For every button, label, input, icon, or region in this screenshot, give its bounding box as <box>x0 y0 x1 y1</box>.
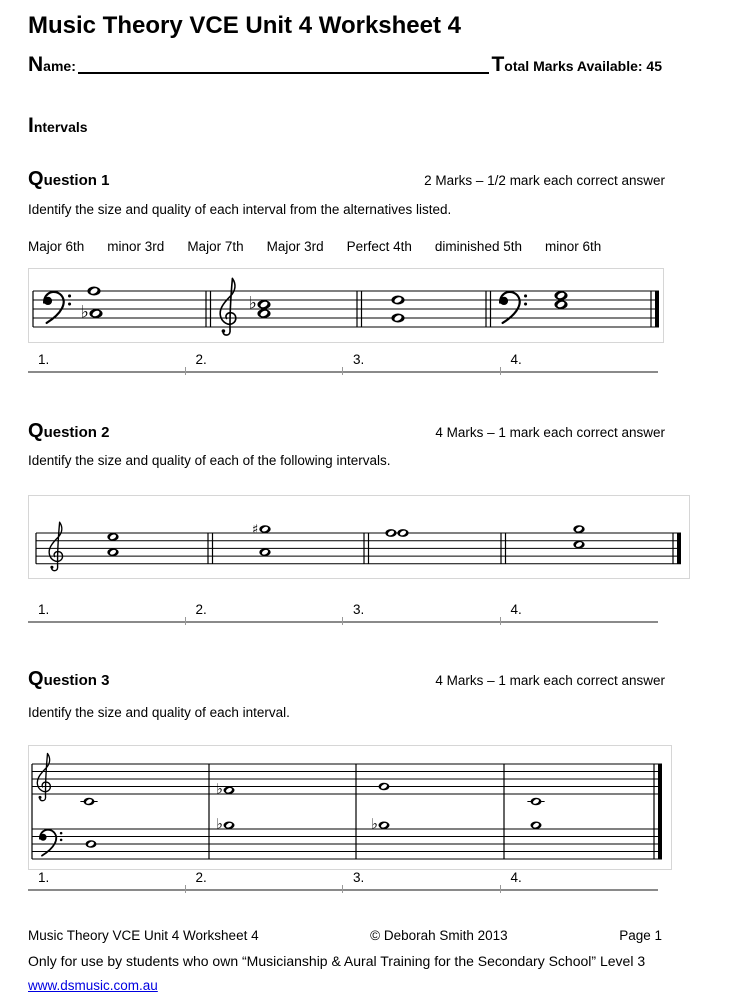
name-label: Name: <box>28 53 76 76</box>
final-barline <box>677 533 681 564</box>
footer-copyright: © Deborah Smith 2013 <box>370 928 508 943</box>
notation-panel-q1 <box>28 268 664 343</box>
barline <box>672 533 673 564</box>
question-3-header <box>28 668 665 691</box>
question-1-label: Question 1 <box>28 168 110 190</box>
section-heading <box>28 114 88 138</box>
bass-clef-dot <box>60 839 63 842</box>
question-2-header <box>28 420 665 443</box>
system-start-barline <box>35 533 36 564</box>
interval-option: diminished 5th <box>434 239 522 254</box>
name-row <box>28 53 662 77</box>
staff-notation-q2 <box>29 496 689 578</box>
barline <box>503 764 504 859</box>
page-title: Music Theory VCE Unit 4 Worksheet 4 <box>28 12 461 39</box>
notation-panel-q2 <box>28 495 690 579</box>
bass-clef-blob <box>44 297 52 305</box>
treble-clef-dot <box>222 329 226 333</box>
system-start-barline <box>32 291 33 327</box>
name-blank-line <box>78 58 490 74</box>
bass-clef-blob <box>40 834 47 841</box>
answer-blank: 1. <box>28 870 186 891</box>
bass-clef-blob <box>500 297 508 305</box>
flat-sign: ♭ <box>216 816 223 833</box>
barline <box>485 291 486 327</box>
answer-row-q1 <box>28 352 658 373</box>
flat-sign: ♭ <box>248 293 257 314</box>
interval-option: Major 3rd <box>266 239 324 254</box>
flat-sign: ♭ <box>80 302 89 323</box>
bass-clef-dot <box>68 303 71 306</box>
answer-blank: 4. <box>501 352 659 373</box>
section-heading-text: Intervals <box>28 114 88 137</box>
barline <box>208 764 209 859</box>
answer-blank: 4. <box>501 602 659 623</box>
question-3-label: Question 3 <box>28 668 110 690</box>
bass-clef-dot <box>524 294 527 297</box>
answer-blank: 3. <box>343 602 501 623</box>
question-2-marks: 4 Marks – 1 mark each correct answer <box>435 425 665 440</box>
footer-notice: Only for use by students who own “Musicianship & Aural Training for the Secondary School” Level 3 <box>28 953 646 969</box>
barline <box>361 291 362 327</box>
final-barline <box>655 291 659 327</box>
answer-blank: 3. <box>343 352 501 373</box>
interval-option: Perfect 4th <box>346 239 412 254</box>
treble-clef-dot <box>39 796 42 799</box>
answer-blank: 4. <box>501 870 659 891</box>
total-marks-label: Total Marks Available: 45 <box>491 53 662 76</box>
barline <box>505 533 506 564</box>
answer-blank: 2. <box>186 602 344 623</box>
answer-row-q2 <box>28 602 658 623</box>
footer-row <box>28 928 662 943</box>
footer-title: Music Theory VCE Unit 4 Worksheet 4 <box>28 928 259 943</box>
barline <box>650 291 651 327</box>
flat-sign: ♭ <box>371 816 378 833</box>
barline <box>368 533 369 564</box>
barline <box>500 533 501 564</box>
question-1-marks: 2 Marks – 1/2 mark each correct answer <box>424 173 665 188</box>
question-1-header <box>28 168 665 191</box>
interval-option: minor 3rd <box>107 239 165 254</box>
final-barline <box>658 764 662 859</box>
website-link[interactable]: www.dsmusic.com.au <box>28 978 158 993</box>
interval-option: minor 6th <box>544 239 602 254</box>
bass-clef-dot <box>68 294 71 297</box>
flat-sign: ♭ <box>216 781 223 798</box>
interval-alternatives <box>28 239 601 254</box>
staff-notation-q3 <box>29 746 671 869</box>
question-2-label: Question 2 <box>28 420 110 442</box>
bass-clef-dot <box>60 832 63 835</box>
treble-clef-dot <box>50 566 53 569</box>
interval-option: Major 7th <box>187 239 244 254</box>
answer-blank: 3. <box>343 870 501 891</box>
system-start-barline <box>31 764 32 859</box>
sharp-sign: ♯ <box>251 522 259 538</box>
bass-clef-dot <box>524 303 527 306</box>
question-1-instruction: Identify the size and quality of each interval from the alternatives listed. <box>28 202 452 217</box>
barline <box>355 764 356 859</box>
answer-blank: 1. <box>28 352 186 373</box>
barline <box>212 533 213 564</box>
barline <box>363 533 364 564</box>
question-3-marks: 4 Marks – 1 mark each correct answer <box>435 673 665 688</box>
notation-panel-q3 <box>28 745 672 870</box>
barline <box>356 291 357 327</box>
answer-blank: 1. <box>28 602 186 623</box>
answer-row-q3 <box>28 870 658 891</box>
barline <box>210 291 211 327</box>
question-2-instruction: Identify the size and quality of each of the following intervals. <box>28 453 391 468</box>
staff-notation-q1 <box>29 269 663 342</box>
barline <box>490 291 491 327</box>
footer-page-number: Page 1 <box>619 928 662 943</box>
answer-blank: 2. <box>186 352 344 373</box>
barline <box>653 764 654 859</box>
barline <box>207 533 208 564</box>
answer-blank: 2. <box>186 870 344 891</box>
barline <box>205 291 206 327</box>
question-3-instruction: Identify the size and quality of each interval. <box>28 705 290 720</box>
interval-option: Major 6th <box>28 239 85 254</box>
